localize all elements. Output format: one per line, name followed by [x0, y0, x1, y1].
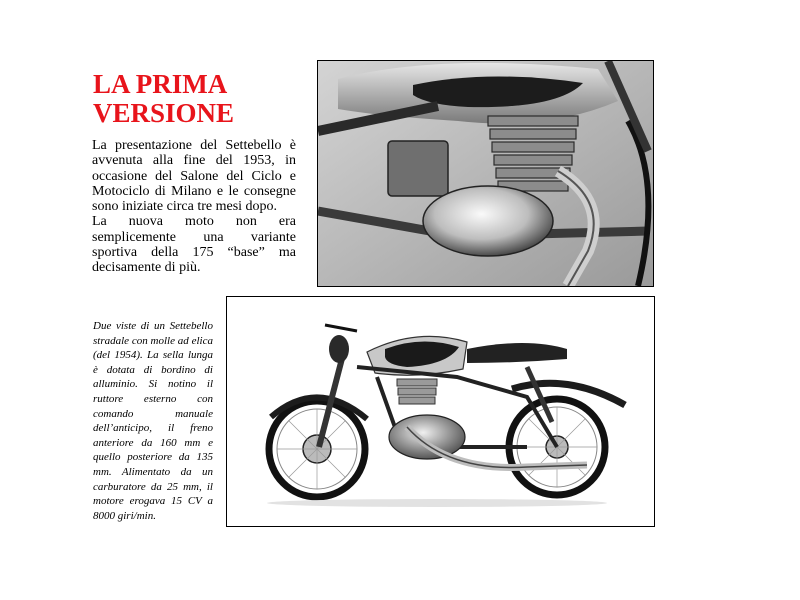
motorcycle-side-photo	[226, 296, 655, 527]
motorcycle-side-illustration	[227, 297, 654, 526]
page-title	[93, 70, 303, 128]
engine-detail-illustration	[318, 61, 653, 286]
body-paragraph-1: La presentazione del Settebello è avvenuta alla fine del 1953, in occasione del Salone del Ciclo e Motociclo di Milano e le consegne sono iniziate circa tre mesi dopo.	[92, 138, 296, 215]
article-body	[92, 138, 296, 276]
engine-detail-photo	[317, 60, 654, 287]
body-paragraph-2: La nuova moto non era semplicemente una variante sportiva della 175 “base” ma decisamente di più.	[92, 214, 296, 276]
title-line-1: LA PRIMA	[93, 69, 228, 99]
photo-caption: Due viste di un Settebello stradale con molle ad elica (del 1954). La sella lunga è dotata di bordino di alluminio. Si notino il ruttore esterno con comando manuale dell’anticipo, il freno anteriore da 160 mm e quello posteriore da 135 mm. Alimentato da un carburatore da 25 mm, il motore erogava 15 CV a 8000 giri/min.	[93, 320, 213, 522]
title-line-2: VERSIONE	[93, 98, 235, 128]
